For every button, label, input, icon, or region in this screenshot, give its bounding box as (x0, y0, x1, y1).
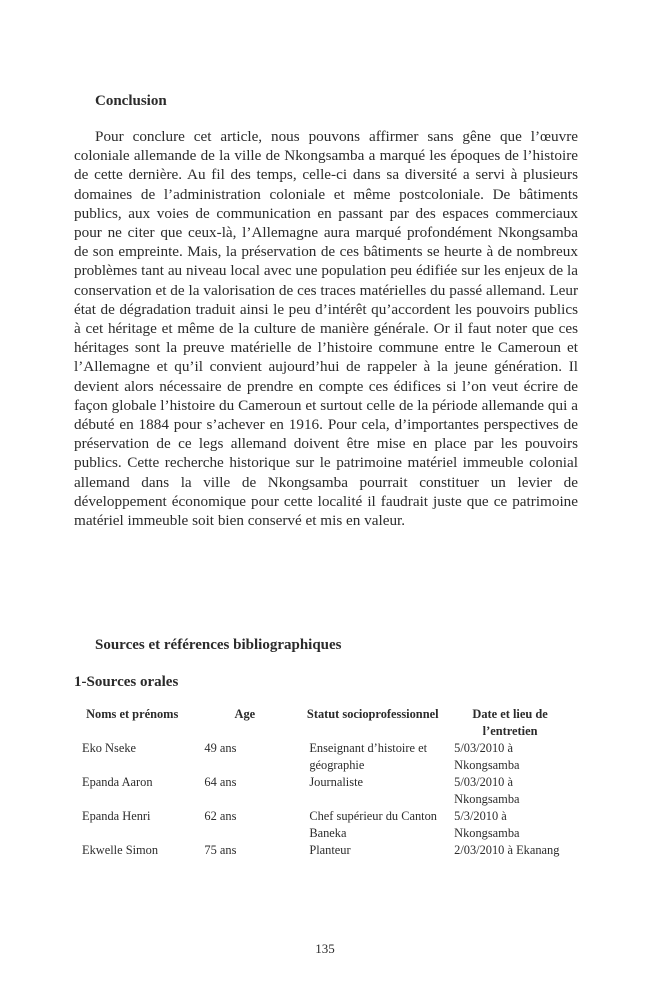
cell-name: Ekwelle Simon (82, 843, 159, 857)
table-row (74, 740, 574, 774)
conclusion-paragraph: Pour conclure cet article, nous pouvons affirmer sans gêne que l’œuvre coloniale allemande de la ville de Nkongsamba a marqué les époques de l’histoire de cette dernière. Au fil des temps, celle-ci dans sa diversité a servi à plusieurs domaines de l’administration coloniale et même postcoloniale. De bâtiments publics, aux voies de communication en passant par des espaces commerciaux pour ne citer que ceux-là, l’Allemagne aura marqué profondément Nkongsamba de son empreinte. Mais, la préservation de ces bâtiments se heurte à de nombreux problèmes tant au niveau local avec une population peu édifiée sur les enjeux de la conservation et de la valorisation de ces traces matérielles du passé allemand. Leur état de dégradation traduit ainsi le peu d’intérêt qu’accordent les pouvoirs publics à cet héritage et même de la culture de manière générale. Or il faut noter que ces héritages sont la preuve matérielle de l’histoire commune entre le Cameroun et l’Allemagne et qu’il convient aujourd’hui de rappeler à la jeune génération. Il devient alors nécessaire de prendre en compte ces édifices si l’on veut écrire de façon globale l’histoire du Cameroun et surtout celle de la période allemande qui a débuté en 1884 pour s’achever en 1916. Pour cela, d’importantes perspectives de préservation de ce legs allemand doivent être mise en place par les pouvoirs publics. Cette recherche historique sur le patrimoine matériel immeuble colonial allemand dans la ville de Nkongsamba pourrait constituer un levier de développement économique pour cette localité il faudrait juste que ce patrimoine matériel immeuble soit bien conservé et mis en valeur. (74, 128, 578, 530)
table-row (74, 774, 574, 808)
table-row (74, 808, 574, 842)
cell-name: Epanda Henri (82, 809, 151, 823)
oral-sources-table (74, 706, 574, 859)
table-row (74, 842, 574, 859)
cell-name: Eko Nseke (82, 741, 137, 755)
cell-date-place: 5/03/2010 à Nkongsamba (454, 775, 520, 806)
cell-date-place: 5/03/2010 à Nkongsamba (454, 741, 520, 772)
cell-status: Journaliste (309, 775, 364, 789)
table-header-row (74, 706, 574, 740)
conclusion-heading: Conclusion (95, 93, 167, 109)
cell-date-place: 5/3/2010 à Nkongsamba (454, 809, 520, 840)
cell-status: Enseignant d’histoire et géographie (309, 741, 428, 772)
column-header-age: Age (234, 707, 256, 721)
cell-status: Chef supérieur du Canton Baneka (309, 809, 437, 840)
cell-age: 62 ans (204, 809, 237, 823)
cell-age: 75 ans (204, 843, 237, 857)
cell-age: 49 ans (204, 741, 237, 755)
page-number: 135 (315, 941, 335, 956)
column-header-status: Statut socioprofessionnel (306, 707, 439, 721)
cell-age: 64 ans (204, 775, 237, 789)
cell-name: Epanda Aaron (82, 775, 153, 789)
column-header-names: Noms et prénoms (86, 707, 179, 721)
sources-heading: Sources et références bibliographiques (95, 637, 342, 653)
cell-status: Planteur (309, 843, 351, 857)
column-header-date-place: Date et lieu de l’entretien (472, 707, 548, 738)
cell-date-place: 2/03/2010 à Ekanang (454, 843, 560, 857)
oral-sources-heading: 1-Sources orales (74, 674, 179, 690)
